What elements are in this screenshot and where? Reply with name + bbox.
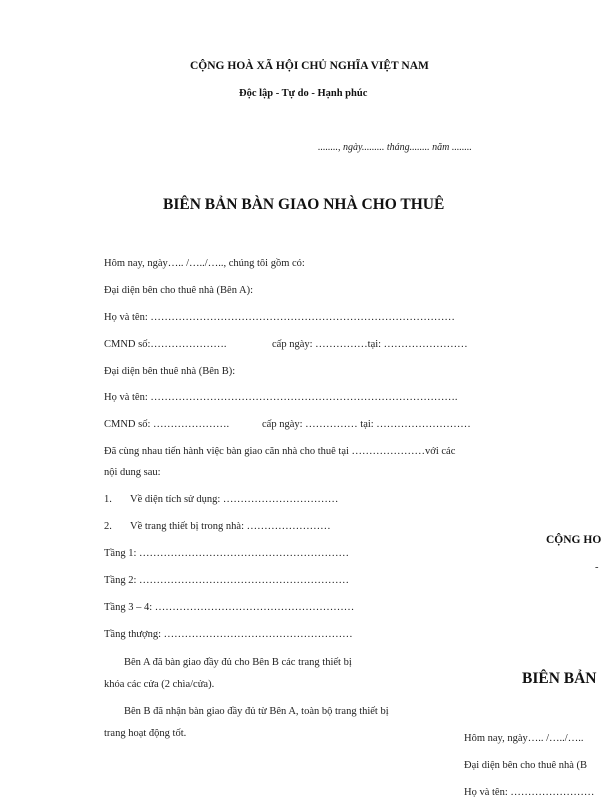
document-title: BIÊN BẢN BÀN GIAO NHÀ CHO THUÊ bbox=[163, 196, 445, 213]
party-a-issue: cấp ngày: ……………tại: …………………… bbox=[272, 339, 468, 350]
date-line: ........, ngày......... tháng........ năm ........ bbox=[318, 142, 472, 153]
top-floor: Tầng thượng: ……………………………………………… bbox=[104, 629, 353, 640]
overlay-title: BIÊN BẢN bbox=[522, 670, 597, 687]
paragraph-b-line-2: trang hoạt động tốt. bbox=[104, 728, 187, 739]
paragraph-a-line-2: khóa các cửa (2 chìa/cửa). bbox=[104, 679, 215, 690]
party-a-label: Đại diện bên cho thuê nhà (Bên A): bbox=[104, 285, 253, 296]
paragraph-b-line-1: Bên B đã nhận bàn giao đầy đủ từ Bên A, toàn bộ trang thiết bị bbox=[124, 706, 389, 717]
item-2-text: Về trang thiết bị trong nhà: …………………… bbox=[130, 521, 331, 532]
paragraph-a-line-1: Bên A đã bàn giao đầy đủ cho Bên B các trang thiết bị bbox=[124, 657, 352, 668]
item-1-text: Về diện tích sử dụng: …………………………… bbox=[130, 494, 339, 505]
country-header: CỘNG HOÀ XÃ HỘI CHỦ NGHĨA VIỆT NAM bbox=[190, 60, 429, 72]
overlay-country-header: CỘNG HO bbox=[546, 534, 601, 546]
overlay-party-a-label: Đại diện bên cho thuê nhà (B bbox=[464, 760, 588, 771]
handover-line-1: Đã cùng nhau tiến hành việc bàn giao căn nhà cho thuê tại …………………với các bbox=[104, 446, 456, 457]
item-2-number: 2. bbox=[104, 521, 112, 532]
party-a-id: CMND số:…………………. bbox=[104, 339, 227, 350]
floor-1: Tầng 1: …………………………………………………… bbox=[104, 548, 349, 559]
party-b-label: Đại diện bên thuê nhà (Bên B): bbox=[104, 366, 236, 377]
overlay-party-a-name: Họ và tên: …………………… bbox=[464, 787, 595, 798]
party-b-name: Họ và tên: ……………………………………………………………………………. bbox=[104, 392, 458, 403]
floor-3-4: Tầng 3 – 4: ………………………………………………… bbox=[104, 602, 355, 613]
floor-2: Tầng 2: …………………………………………………… bbox=[104, 575, 349, 586]
item-1-number: 1. bbox=[104, 494, 112, 505]
party-b-id: CMND số: …………………. bbox=[104, 419, 230, 430]
overlay-intro: Hôm nay, ngày….. /…../….. bbox=[464, 733, 584, 744]
overlay-mark: - bbox=[595, 562, 599, 573]
intro-line: Hôm nay, ngày….. /…../….., chúng tôi gồm có: bbox=[104, 258, 305, 269]
party-a-name: Họ và tên: …………………………………………………………………………… bbox=[104, 312, 455, 323]
party-b-issue: cấp ngày: …………… tại: ……………………… bbox=[262, 419, 471, 430]
handover-line-2: nội dung sau: bbox=[104, 467, 161, 478]
motto: Độc lập - Tự do - Hạnh phúc bbox=[239, 88, 368, 99]
